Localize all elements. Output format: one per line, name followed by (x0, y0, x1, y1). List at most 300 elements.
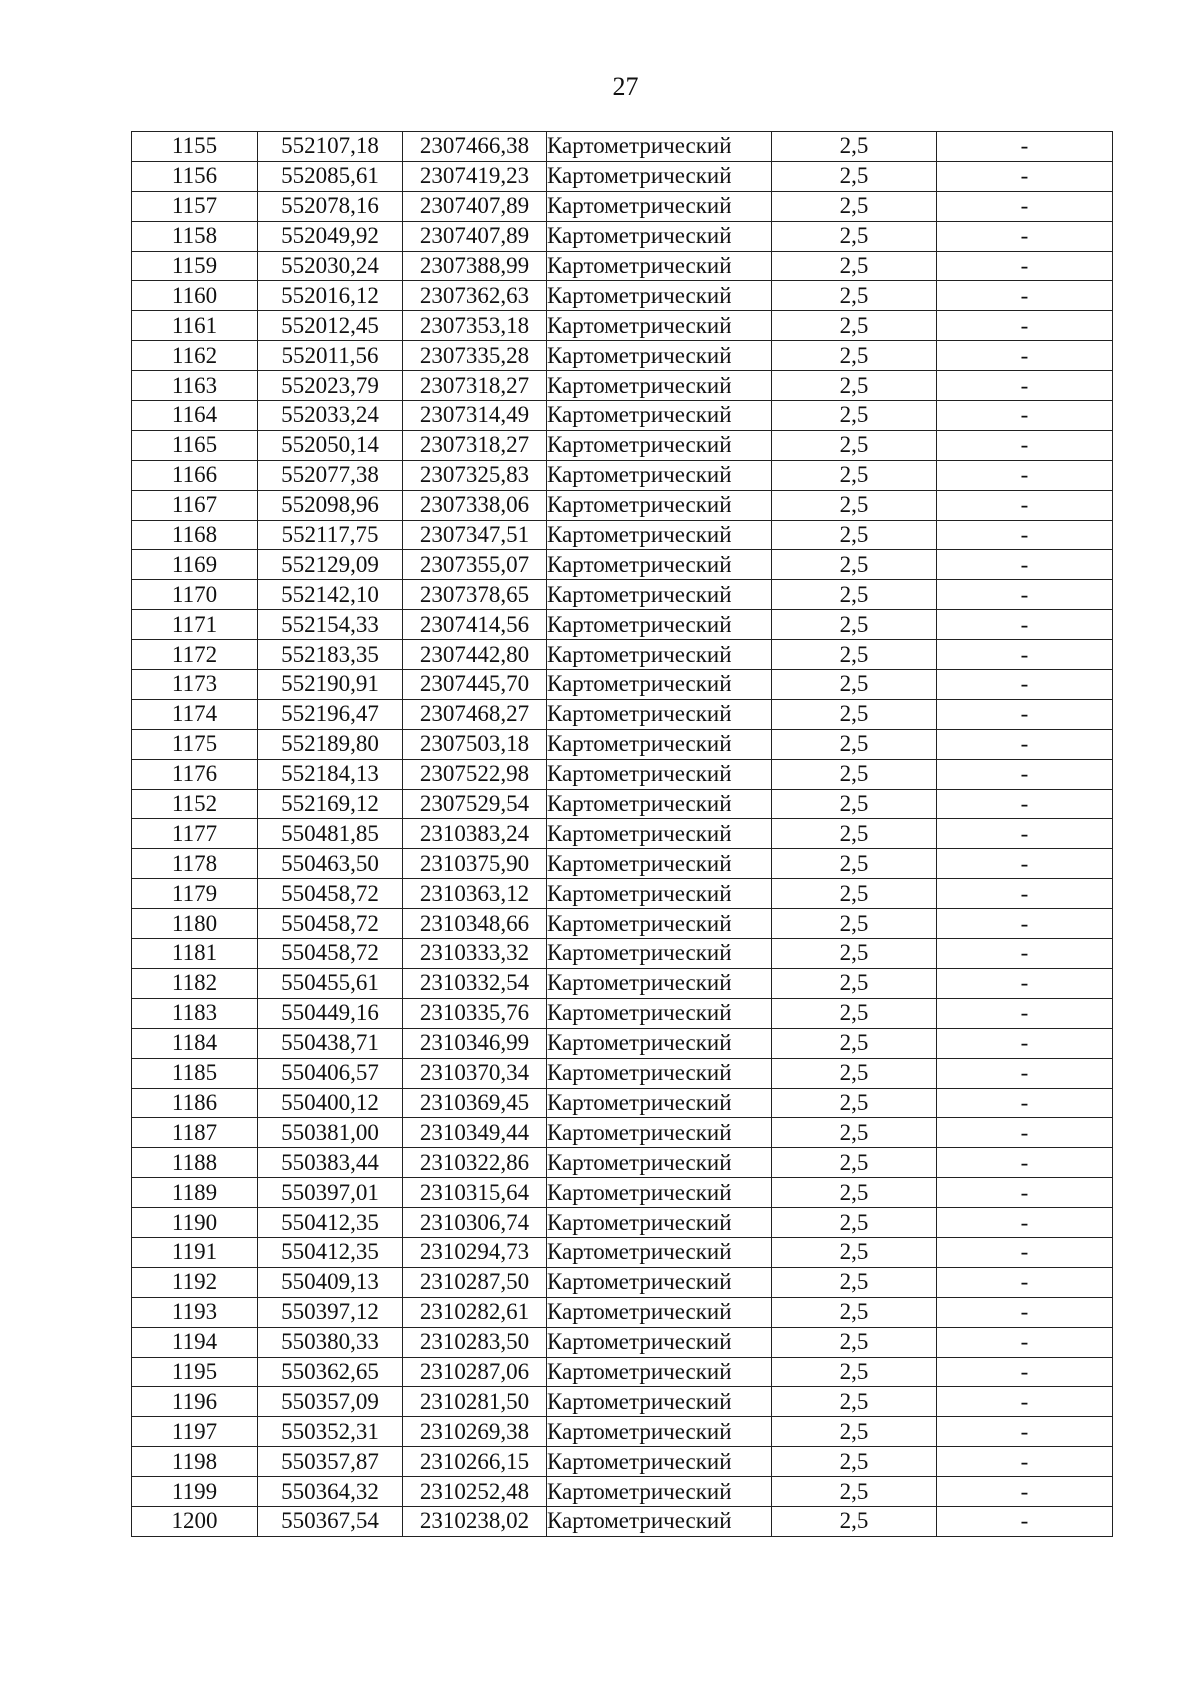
point-number-cell: 1200 (132, 1506, 258, 1536)
accuracy-cell: 2,5 (772, 311, 937, 341)
x-coordinate-cell: 552030,24 (258, 251, 403, 281)
note-cell: - (937, 520, 1113, 550)
table-row (132, 1208, 1113, 1238)
x-coordinate-cell: 550352,31 (258, 1417, 403, 1447)
x-coordinate-cell: 550449,16 (258, 998, 403, 1028)
method-cell: Картометрический (547, 909, 772, 939)
accuracy-cell: 2,5 (772, 1357, 937, 1387)
note-cell: - (937, 161, 1113, 191)
x-coordinate-cell: 550397,12 (258, 1297, 403, 1327)
y-coordinate-cell: 2310383,24 (403, 819, 547, 849)
note-cell: - (937, 1447, 1113, 1477)
note-cell: - (937, 909, 1113, 939)
x-coordinate-cell: 550458,72 (258, 939, 403, 969)
table-row (132, 401, 1113, 431)
accuracy-cell: 2,5 (772, 1088, 937, 1118)
x-coordinate-cell: 552169,12 (258, 789, 403, 819)
y-coordinate-cell: 2310287,06 (403, 1357, 547, 1387)
accuracy-cell: 2,5 (772, 371, 937, 401)
method-cell: Картометрический (547, 251, 772, 281)
table-row (132, 1417, 1113, 1447)
table-row (132, 311, 1113, 341)
note-cell: - (937, 1327, 1113, 1357)
method-cell: Картометрический (547, 640, 772, 670)
note-cell: - (937, 1148, 1113, 1178)
point-number-cell: 1186 (132, 1088, 258, 1118)
point-number-cell: 1159 (132, 251, 258, 281)
method-cell: Картометрический (547, 520, 772, 550)
point-number-cell: 1183 (132, 998, 258, 1028)
method-cell: Картометрический (547, 1357, 772, 1387)
point-number-cell: 1193 (132, 1297, 258, 1327)
y-coordinate-cell: 2310306,74 (403, 1208, 547, 1238)
y-coordinate-cell: 2307378,65 (403, 580, 547, 610)
x-coordinate-cell: 550458,72 (258, 909, 403, 939)
x-coordinate-cell: 552077,38 (258, 460, 403, 490)
point-number-cell: 1199 (132, 1477, 258, 1507)
note-cell: - (937, 1387, 1113, 1417)
y-coordinate-cell: 2310287,50 (403, 1267, 547, 1297)
method-cell: Картометрический (547, 281, 772, 311)
x-coordinate-cell: 550463,50 (258, 849, 403, 879)
x-coordinate-cell: 550409,13 (258, 1267, 403, 1297)
note-cell: - (937, 1028, 1113, 1058)
accuracy-cell: 2,5 (772, 251, 937, 281)
accuracy-cell: 2,5 (772, 1148, 937, 1178)
accuracy-cell: 2,5 (772, 968, 937, 998)
method-cell: Картометрический (547, 1327, 772, 1357)
method-cell: Картометрический (547, 939, 772, 969)
table-row (132, 251, 1113, 281)
y-coordinate-cell: 2310369,45 (403, 1088, 547, 1118)
note-cell: - (937, 610, 1113, 640)
accuracy-cell: 2,5 (772, 1506, 937, 1536)
accuracy-cell: 2,5 (772, 1208, 937, 1238)
note-cell: - (937, 251, 1113, 281)
method-cell: Картометрический (547, 729, 772, 759)
x-coordinate-cell: 550406,57 (258, 1058, 403, 1088)
table-row (132, 1148, 1113, 1178)
y-coordinate-cell: 2307414,56 (403, 610, 547, 640)
y-coordinate-cell: 2310348,66 (403, 909, 547, 939)
note-cell: - (937, 1267, 1113, 1297)
y-coordinate-cell: 2310322,86 (403, 1148, 547, 1178)
y-coordinate-cell: 2307362,63 (403, 281, 547, 311)
note-cell: - (937, 550, 1113, 580)
y-coordinate-cell: 2307445,70 (403, 670, 547, 700)
note-cell: - (937, 759, 1113, 789)
y-coordinate-cell: 2307468,27 (403, 699, 547, 729)
table-row (132, 640, 1113, 670)
method-cell: Картометрический (547, 1148, 772, 1178)
table-row (132, 1447, 1113, 1477)
method-cell: Картометрический (547, 1178, 772, 1208)
accuracy-cell: 2,5 (772, 341, 937, 371)
table-row (132, 879, 1113, 909)
method-cell: Картометрический (547, 341, 772, 371)
y-coordinate-cell: 2307407,89 (403, 191, 547, 221)
point-number-cell: 1198 (132, 1447, 258, 1477)
point-number-cell: 1164 (132, 401, 258, 431)
x-coordinate-cell: 550383,44 (258, 1148, 403, 1178)
y-coordinate-cell: 2310238,02 (403, 1506, 547, 1536)
table-row (132, 670, 1113, 700)
method-cell: Картометрический (547, 1387, 772, 1417)
note-cell: - (937, 132, 1113, 162)
accuracy-cell: 2,5 (772, 221, 937, 251)
method-cell: Картометрический (547, 699, 772, 729)
method-cell: Картометрический (547, 1267, 772, 1297)
method-cell: Картометрический (547, 430, 772, 460)
table-row (132, 1178, 1113, 1208)
method-cell: Картометрический (547, 490, 772, 520)
y-coordinate-cell: 2307529,54 (403, 789, 547, 819)
x-coordinate-cell: 552142,10 (258, 580, 403, 610)
y-coordinate-cell: 2310363,12 (403, 879, 547, 909)
accuracy-cell: 2,5 (772, 550, 937, 580)
accuracy-cell: 2,5 (772, 849, 937, 879)
y-coordinate-cell: 2307318,27 (403, 430, 547, 460)
accuracy-cell: 2,5 (772, 1118, 937, 1148)
table-row (132, 1327, 1113, 1357)
accuracy-cell: 2,5 (772, 401, 937, 431)
point-number-cell: 1167 (132, 490, 258, 520)
note-cell: - (937, 849, 1113, 879)
accuracy-cell: 2,5 (772, 490, 937, 520)
x-coordinate-cell: 550397,01 (258, 1178, 403, 1208)
accuracy-cell: 2,5 (772, 430, 937, 460)
note-cell: - (937, 1118, 1113, 1148)
note-cell: - (937, 311, 1113, 341)
y-coordinate-cell: 2307442,80 (403, 640, 547, 670)
point-number-cell: 1161 (132, 311, 258, 341)
accuracy-cell: 2,5 (772, 520, 937, 550)
method-cell: Картометрический (547, 1208, 772, 1238)
point-number-cell: 1187 (132, 1118, 258, 1148)
note-cell: - (937, 1297, 1113, 1327)
accuracy-cell: 2,5 (772, 1387, 937, 1417)
method-cell: Картометрический (547, 311, 772, 341)
method-cell: Картометрический (547, 1477, 772, 1507)
x-coordinate-cell: 552184,13 (258, 759, 403, 789)
note-cell: - (937, 699, 1113, 729)
table-row (132, 1357, 1113, 1387)
y-coordinate-cell: 2310346,99 (403, 1028, 547, 1058)
accuracy-cell: 2,5 (772, 789, 937, 819)
table-row (132, 221, 1113, 251)
x-coordinate-cell: 550362,65 (258, 1357, 403, 1387)
y-coordinate-cell: 2307503,18 (403, 729, 547, 759)
table-row (132, 759, 1113, 789)
y-coordinate-cell: 2310266,15 (403, 1447, 547, 1477)
table-row (132, 281, 1113, 311)
x-coordinate-cell: 550455,61 (258, 968, 403, 998)
note-cell: - (937, 879, 1113, 909)
point-number-cell: 1178 (132, 849, 258, 879)
accuracy-cell: 2,5 (772, 998, 937, 1028)
table-row (132, 430, 1113, 460)
method-cell: Картометрический (547, 1506, 772, 1536)
accuracy-cell: 2,5 (772, 1327, 937, 1357)
y-coordinate-cell: 2310375,90 (403, 849, 547, 879)
table-row (132, 191, 1113, 221)
coordinates-table-body (132, 132, 1113, 1537)
table-row (132, 550, 1113, 580)
table-row (132, 610, 1113, 640)
y-coordinate-cell: 2310269,38 (403, 1417, 547, 1447)
note-cell: - (937, 640, 1113, 670)
note-cell: - (937, 939, 1113, 969)
table-row (132, 789, 1113, 819)
y-coordinate-cell: 2310282,61 (403, 1297, 547, 1327)
point-number-cell: 1185 (132, 1058, 258, 1088)
accuracy-cell: 2,5 (772, 670, 937, 700)
method-cell: Картометрический (547, 161, 772, 191)
point-number-cell: 1170 (132, 580, 258, 610)
table-row (132, 939, 1113, 969)
x-coordinate-cell: 552196,47 (258, 699, 403, 729)
point-number-cell: 1157 (132, 191, 258, 221)
y-coordinate-cell: 2310294,73 (403, 1237, 547, 1267)
table-row (132, 968, 1113, 998)
x-coordinate-cell: 550357,09 (258, 1387, 403, 1417)
method-cell: Картометрический (547, 879, 772, 909)
point-number-cell: 1181 (132, 939, 258, 969)
accuracy-cell: 2,5 (772, 1477, 937, 1507)
note-cell: - (937, 819, 1113, 849)
point-number-cell: 1152 (132, 789, 258, 819)
method-cell: Картометрический (547, 1118, 772, 1148)
x-coordinate-cell: 552107,18 (258, 132, 403, 162)
x-coordinate-cell: 550380,33 (258, 1327, 403, 1357)
table-row (132, 909, 1113, 939)
x-coordinate-cell: 552117,75 (258, 520, 403, 550)
point-number-cell: 1190 (132, 1208, 258, 1238)
table-row (132, 161, 1113, 191)
table-row (132, 1387, 1113, 1417)
table-row (132, 1118, 1113, 1148)
note-cell: - (937, 281, 1113, 311)
point-number-cell: 1169 (132, 550, 258, 580)
method-cell: Картометрический (547, 580, 772, 610)
table-row (132, 1088, 1113, 1118)
method-cell: Картометрический (547, 1417, 772, 1447)
note-cell: - (937, 221, 1113, 251)
method-cell: Картометрический (547, 132, 772, 162)
accuracy-cell: 2,5 (772, 879, 937, 909)
x-coordinate-cell: 552154,33 (258, 610, 403, 640)
note-cell: - (937, 430, 1113, 460)
point-number-cell: 1176 (132, 759, 258, 789)
accuracy-cell: 2,5 (772, 281, 937, 311)
note-cell: - (937, 490, 1113, 520)
y-coordinate-cell: 2310252,48 (403, 1477, 547, 1507)
x-coordinate-cell: 552078,16 (258, 191, 403, 221)
method-cell: Картометрический (547, 191, 772, 221)
x-coordinate-cell: 550438,71 (258, 1028, 403, 1058)
point-number-cell: 1195 (132, 1357, 258, 1387)
method-cell: Картометрический (547, 610, 772, 640)
coordinates-table (131, 131, 1113, 1537)
note-cell: - (937, 729, 1113, 759)
note-cell: - (937, 998, 1113, 1028)
note-cell: - (937, 1178, 1113, 1208)
table-row (132, 580, 1113, 610)
y-coordinate-cell: 2307466,38 (403, 132, 547, 162)
x-coordinate-cell: 552085,61 (258, 161, 403, 191)
table-row (132, 729, 1113, 759)
accuracy-cell: 2,5 (772, 1447, 937, 1477)
point-number-cell: 1184 (132, 1028, 258, 1058)
accuracy-cell: 2,5 (772, 1297, 937, 1327)
accuracy-cell: 2,5 (772, 580, 937, 610)
note-cell: - (937, 670, 1113, 700)
accuracy-cell: 2,5 (772, 1267, 937, 1297)
point-number-cell: 1171 (132, 610, 258, 640)
accuracy-cell: 2,5 (772, 1058, 937, 1088)
table-row (132, 1058, 1113, 1088)
point-number-cell: 1194 (132, 1327, 258, 1357)
y-coordinate-cell: 2310283,50 (403, 1327, 547, 1357)
note-cell: - (937, 1357, 1113, 1387)
y-coordinate-cell: 2310315,64 (403, 1178, 547, 1208)
x-coordinate-cell: 550367,54 (258, 1506, 403, 1536)
table-row (132, 1028, 1113, 1058)
note-cell: - (937, 1208, 1113, 1238)
table-row (132, 132, 1113, 162)
point-number-cell: 1155 (132, 132, 258, 162)
y-coordinate-cell: 2307347,51 (403, 520, 547, 550)
x-coordinate-cell: 550381,00 (258, 1118, 403, 1148)
table-row (132, 998, 1113, 1028)
x-coordinate-cell: 552049,92 (258, 221, 403, 251)
y-coordinate-cell: 2310332,54 (403, 968, 547, 998)
method-cell: Картометрический (547, 1058, 772, 1088)
point-number-cell: 1163 (132, 371, 258, 401)
y-coordinate-cell: 2307407,89 (403, 221, 547, 251)
point-number-cell: 1160 (132, 281, 258, 311)
table-row (132, 460, 1113, 490)
method-cell: Картометрический (547, 670, 772, 700)
method-cell: Картометрический (547, 1297, 772, 1327)
table-row (132, 1506, 1113, 1536)
x-coordinate-cell: 552183,35 (258, 640, 403, 670)
table-row (132, 371, 1113, 401)
accuracy-cell: 2,5 (772, 460, 937, 490)
method-cell: Картометрический (547, 550, 772, 580)
table-row (132, 490, 1113, 520)
x-coordinate-cell: 552050,14 (258, 430, 403, 460)
point-number-cell: 1173 (132, 670, 258, 700)
point-number-cell: 1189 (132, 1178, 258, 1208)
accuracy-cell: 2,5 (772, 699, 937, 729)
accuracy-cell: 2,5 (772, 161, 937, 191)
note-cell: - (937, 401, 1113, 431)
page-number: 27 (612, 72, 639, 101)
accuracy-cell: 2,5 (772, 759, 937, 789)
x-coordinate-cell: 550412,35 (258, 1208, 403, 1238)
point-number-cell: 1156 (132, 161, 258, 191)
x-coordinate-cell: 550412,35 (258, 1237, 403, 1267)
table-row (132, 1297, 1113, 1327)
y-coordinate-cell: 2307314,49 (403, 401, 547, 431)
note-cell: - (937, 1237, 1113, 1267)
method-cell: Картометрический (547, 968, 772, 998)
x-coordinate-cell: 552023,79 (258, 371, 403, 401)
x-coordinate-cell: 552016,12 (258, 281, 403, 311)
table-row (132, 699, 1113, 729)
y-coordinate-cell: 2307318,27 (403, 371, 547, 401)
point-number-cell: 1168 (132, 520, 258, 550)
table-row (132, 341, 1113, 371)
y-coordinate-cell: 2310349,44 (403, 1118, 547, 1148)
method-cell: Картометрический (547, 819, 772, 849)
method-cell: Картометрический (547, 221, 772, 251)
note-cell: - (937, 968, 1113, 998)
y-coordinate-cell: 2310335,76 (403, 998, 547, 1028)
x-coordinate-cell: 552190,91 (258, 670, 403, 700)
x-coordinate-cell: 550400,12 (258, 1088, 403, 1118)
y-coordinate-cell: 2307388,99 (403, 251, 547, 281)
point-number-cell: 1197 (132, 1417, 258, 1447)
x-coordinate-cell: 552098,96 (258, 490, 403, 520)
table-row (132, 819, 1113, 849)
point-number-cell: 1179 (132, 879, 258, 909)
note-cell: - (937, 191, 1113, 221)
point-number-cell: 1192 (132, 1267, 258, 1297)
point-number-cell: 1174 (132, 699, 258, 729)
y-coordinate-cell: 2307353,18 (403, 311, 547, 341)
accuracy-cell: 2,5 (772, 939, 937, 969)
y-coordinate-cell: 2307325,83 (403, 460, 547, 490)
point-number-cell: 1162 (132, 341, 258, 371)
x-coordinate-cell: 552189,80 (258, 729, 403, 759)
y-coordinate-cell: 2310333,32 (403, 939, 547, 969)
accuracy-cell: 2,5 (772, 1178, 937, 1208)
accuracy-cell: 2,5 (772, 729, 937, 759)
note-cell: - (937, 460, 1113, 490)
point-number-cell: 1166 (132, 460, 258, 490)
accuracy-cell: 2,5 (772, 132, 937, 162)
point-number-cell: 1172 (132, 640, 258, 670)
method-cell: Картометрический (547, 998, 772, 1028)
method-cell: Картометрический (547, 759, 772, 789)
y-coordinate-cell: 2307338,06 (403, 490, 547, 520)
method-cell: Картометрический (547, 401, 772, 431)
method-cell: Картометрический (547, 460, 772, 490)
x-coordinate-cell: 552033,24 (258, 401, 403, 431)
y-coordinate-cell: 2307419,23 (403, 161, 547, 191)
accuracy-cell: 2,5 (772, 610, 937, 640)
y-coordinate-cell: 2307355,07 (403, 550, 547, 580)
note-cell: - (937, 789, 1113, 819)
accuracy-cell: 2,5 (772, 1237, 937, 1267)
accuracy-cell: 2,5 (772, 1417, 937, 1447)
note-cell: - (937, 371, 1113, 401)
y-coordinate-cell: 2307335,28 (403, 341, 547, 371)
table-row (132, 1267, 1113, 1297)
accuracy-cell: 2,5 (772, 819, 937, 849)
y-coordinate-cell: 2310281,50 (403, 1387, 547, 1417)
note-cell: - (937, 1058, 1113, 1088)
x-coordinate-cell: 550481,85 (258, 819, 403, 849)
accuracy-cell: 2,5 (772, 909, 937, 939)
table-row (132, 1237, 1113, 1267)
point-number-cell: 1175 (132, 729, 258, 759)
point-number-cell: 1177 (132, 819, 258, 849)
method-cell: Картометрический (547, 1028, 772, 1058)
x-coordinate-cell: 550364,32 (258, 1477, 403, 1507)
